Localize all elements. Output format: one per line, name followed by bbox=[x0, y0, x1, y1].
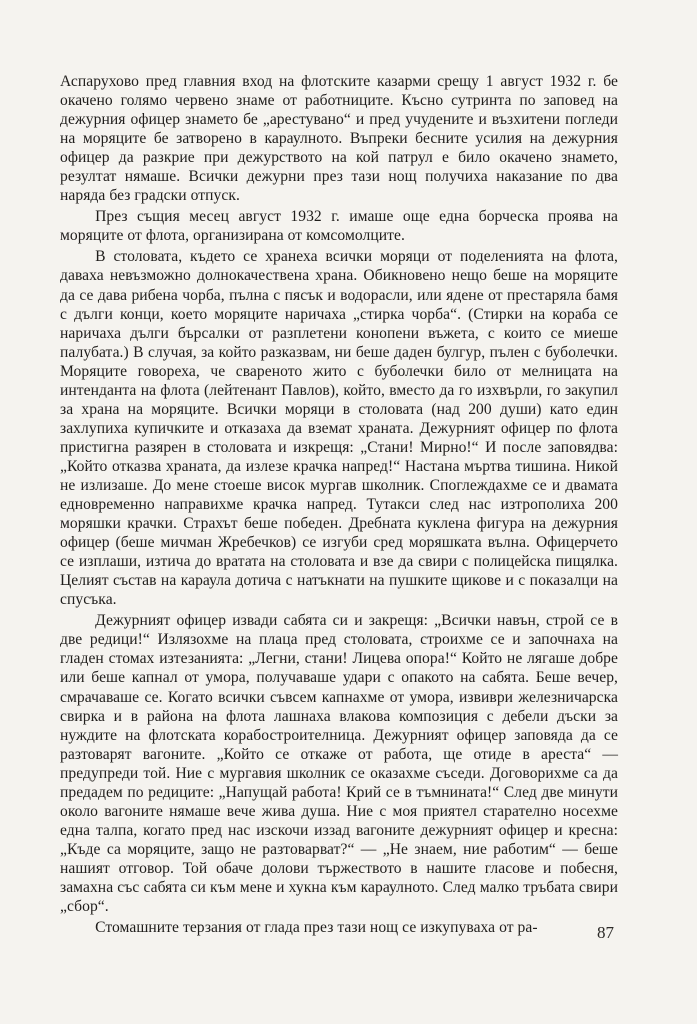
paragraph-3: В столовата, където се хранеха всички моряци от поделенията на флота, даваха невъзможно долнокачествена храна. Обикновено нещо беше на моряците да се дава рибена чорба, пълна с пясък и водорасли, или ядене от престаряла бамя с дълги конци, което моряците наричаха „стирка чорба“. (Стирки на кораба се наричаха дълги бърсалки от разплетени конопени въжета, с които се миеше палубата.) В случая, за който разказвам, ни беше даден булгур, пълен с буболечки. Моряците говореха, че свареното жито с буболечки било от мелницата на интенданта на флота (лейтенант Павлов), който, вместо да го изхвърли, го закупил за храна на моряците. Всички моряци в столовата (над 200 души) като един захлупиха купичките и отказаха да вземат храната. Дежурният офицер по флота пристигна разярен в столовата и изкрещя: „Стани! Мирно!“ И после заповядва: „Който отказва храната, да излезе крачка напред!“ Настана мъртва тишина. Никой не излизаше. До мене стоеше висок мургав школник. Споглеждахме се и двамата едновременно направихме крачка напред. Тутакси след нас изтрополиха 200 моряшки крачки. Страхът беше победен. Дребната куклена фигура на дежурния офицер (беше мичман Жребечков) се изгуби сред моряшката вълна. Офицерчето се изплаши, изтича до вратата на столовата и взе да свири с полицейска пищялка. Целият състав на караула дотича с натъкнати на пушките щикове и с показалци на спусъка. bbox=[60, 248, 618, 609]
paragraph-1: Аспарухово пред главния вход на флотските казарми срещу 1 август 1932 г. бе окачено голямо червено знаме от работниците. Късно сутринта по заповед на дежурния офицер знамето бе „арестувано“ и пред учудените и възхитени погледи на моряците бе затворено в караулното. Въпреки бесните усилия на дежурния офицер да разкрие при дежурството на кой патрул е било окачено знамето, резултат нямаше. Всички дежурни през тази нощ получиха наказание по два наряда без градски отпуск. bbox=[60, 73, 618, 205]
page-number: 87 bbox=[597, 923, 614, 942]
paragraph-5: Стомашните терзания от глада през тази нощ се изкупуваха от ра- bbox=[95, 919, 538, 937]
paragraph-2: През същия месец август 1932 г. имаше още една борческа проява на моряците от флота, организирана от комсомолците. bbox=[60, 208, 618, 245]
body-text bbox=[60, 72, 618, 937]
paragraph-4: Дежурният офицер извади сабята си и закрещя: „Всички навън, строй се в две редици!“ Излязохме на плаца пред столовата, строихме се и започнаха на гладен стомах изтезанията: „Легни, стани! Лицева опора!“ Който не лягаше добре или беше капнал от умора, получаваше удари с опакото на сабята. Беше вечер, смрачаваше се. Когато всички съвсем капнахме от умора, извиври железничарска свирка и в района на флота лашнаха влакова композиция с дебели дъски за нуждите на флотската корабостроителница. Дежурният офицер заповяда да се разтоварят вагоните. „Който се откаже от работа, ще отиде в ареста“ — предупреди той. Ние с мургавия школник се оказахме съседи. Договорихме са да предадем по редиците: „Напущай работа! Крий се в тъмнината!“ След две минути около вагоните нямаше вече жива душа. Ние с моя приятел старателно носехме една талпа, когато пред нас изскочи иззад вагоните дежурният офицер и кресна: „Къде са моряците, защо не разтоварват?“ — „Не знаем, ние работим“ — беше нашият отговор. Той обаче долови тържеството в нашите гласове и побесня, замахна със сабята си към мене и хукна към караулното. След малко тръбата свири „сбор“. bbox=[60, 612, 618, 916]
